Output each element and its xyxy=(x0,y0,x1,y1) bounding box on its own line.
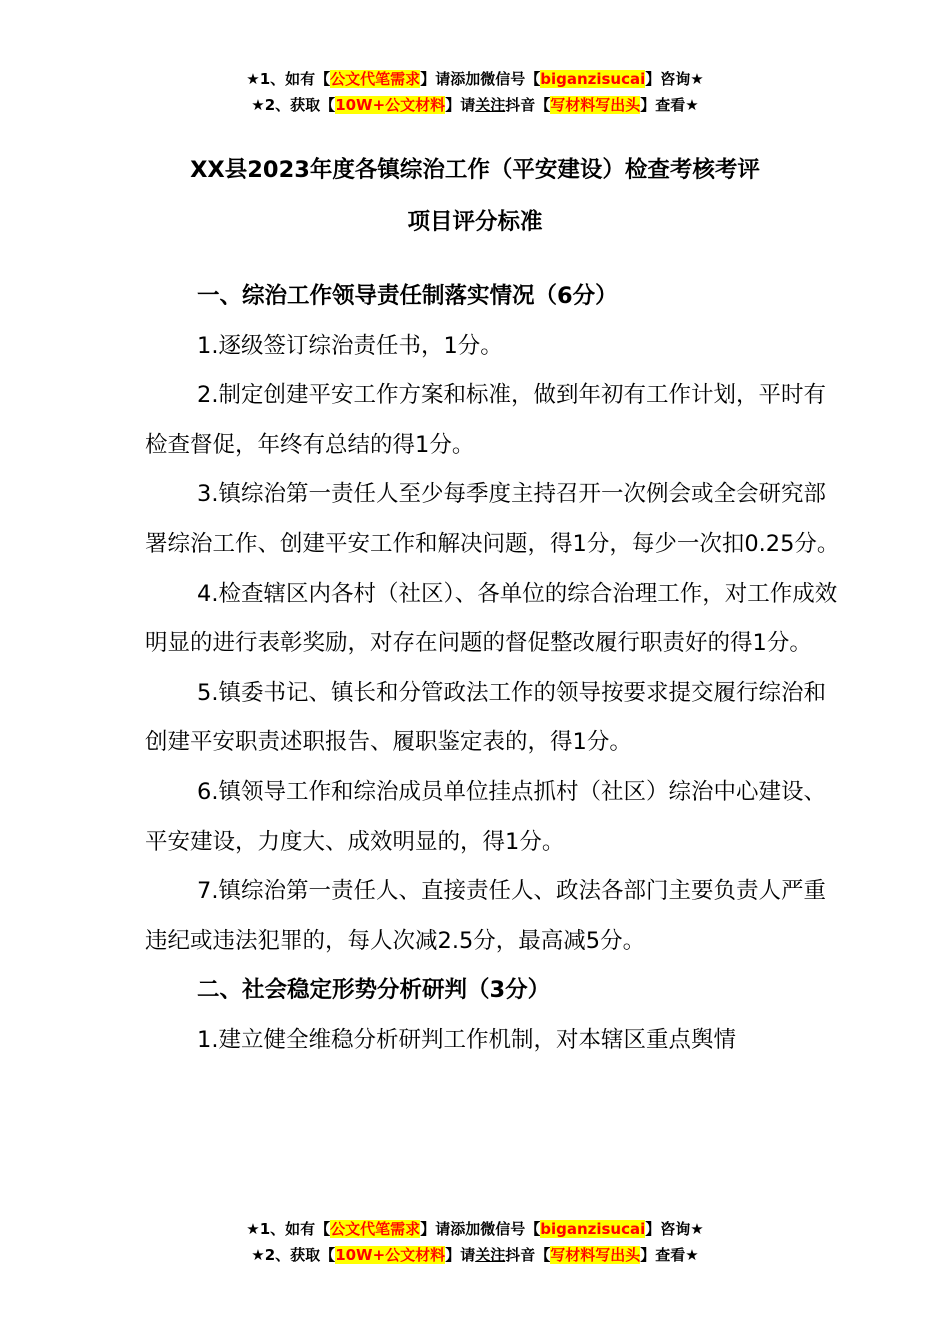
page-title xyxy=(0,144,950,248)
banner-bottom xyxy=(0,1216,950,1268)
document-body xyxy=(145,272,840,1066)
follow-text: 关注 xyxy=(475,96,506,114)
list-item: 7.镇综治第一责任人、直接责任人、政法各部门主要负责人严重违纪或违法犯罪的，每人次减2.5分，最高减5分。 xyxy=(145,878,826,954)
banner-line-2: ★2、获取【10W+公文材料】请关注抖音【写材料写出头】查看★ xyxy=(251,96,699,114)
section-heading: 二、社会稳定形势分析研判（3分） xyxy=(197,977,551,1004)
list-item: 1.建立健全维稳分析研判工作机制，对本辖区重点舆情 xyxy=(197,1026,736,1053)
highlight-materials: 10W+公文材料 xyxy=(335,96,446,114)
list-item: 2.制定创建平安工作方案和标准，做到年初有工作计划，平时有检查督促，年终有总结的得1分。 xyxy=(145,382,826,458)
title-line-2: 项目评分标准 xyxy=(407,209,543,235)
section-heading: 一、综治工作领导责任制落实情况（6分） xyxy=(197,283,618,309)
highlight-wechat-id: biganzisucai xyxy=(540,1220,646,1238)
banner-line-1: ★1、如有【公文代笔需求】请添加微信号【biganzisucai】咨询★ xyxy=(246,1220,704,1238)
banner-top xyxy=(0,66,950,118)
list-item: 3.镇综治第一责任人至少每季度主持召开一次例会或全会研究部署综治工作、创建平安工作和解决问题，得1分，每少一次扣0.25分。 xyxy=(145,481,840,557)
highlight-wechat-id: biganzisucai xyxy=(540,70,646,88)
highlight-service: 公文代笔需求 xyxy=(330,1220,421,1238)
highlight-account: 写材料写出头 xyxy=(550,96,641,114)
list-item: 6.镇领导工作和综治成员单位挂点抓村（社区）综治中心建设、平安建设，力度大、成效明显的，得1分。 xyxy=(145,778,826,855)
banner-line-2: ★2、获取【10W+公文材料】请关注抖音【写材料写出头】查看★ xyxy=(251,1246,699,1264)
follow-text: 关注 xyxy=(475,1246,506,1264)
list-item: 4.检查辖区内各村（社区）、各单位的综合治理工作，对工作成效明显的进行表彰奖励，对存在问题的督促整改履行职责好的得1分。 xyxy=(145,580,838,657)
highlight-service: 公文代笔需求 xyxy=(330,70,421,88)
highlight-materials: 10W+公文材料 xyxy=(335,1246,446,1264)
title-line-1: XX县2023年度各镇综治工作（平安建设）检查考核考评 xyxy=(190,157,760,183)
highlight-account: 写材料写出头 xyxy=(550,1246,641,1264)
banner-line-1: ★1、如有【公文代笔需求】请添加微信号【biganzisucai】咨询★ xyxy=(246,70,704,88)
list-item: 1.逐级签订综治责任书，1分。 xyxy=(197,332,503,359)
list-item: 5.镇委书记、镇长和分管政法工作的领导按要求提交履行综治和创建平安职责述职报告、履职鉴定表的，得1分。 xyxy=(145,679,826,756)
